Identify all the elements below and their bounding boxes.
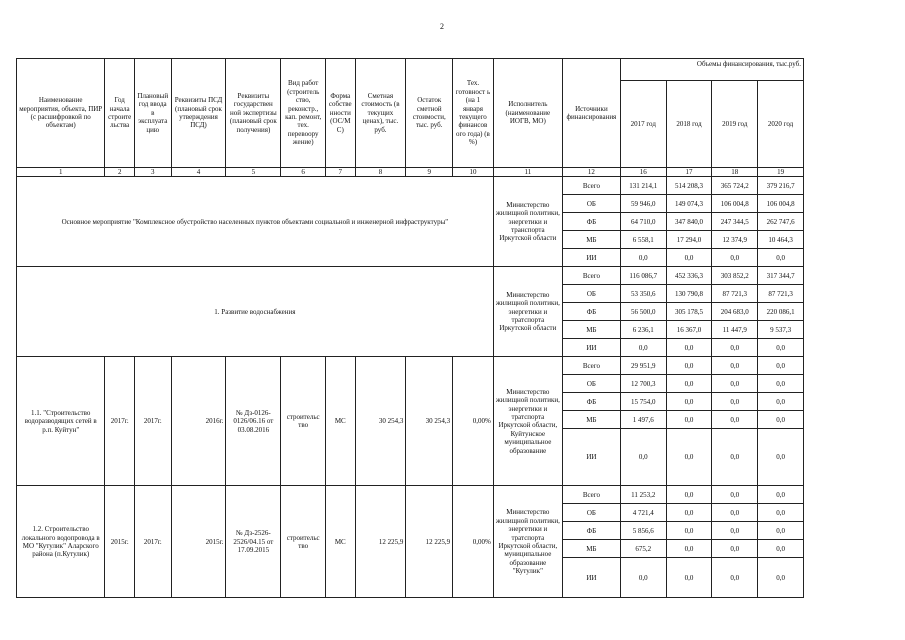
col-number: 16	[620, 168, 666, 177]
item-executor: Министерство жилищной политики, энергетики и тратспорта Иркутской области, муниципальное образование "Кутулик"	[493, 486, 562, 598]
funding-source: ОБ	[562, 285, 620, 303]
funding-value: 64 710,0	[620, 213, 666, 231]
funding-value: 204 683,0	[712, 303, 758, 321]
section-name: 1. Развитие водоснабжения	[17, 267, 494, 357]
funding-value: 0,0	[712, 375, 758, 393]
funding-value: 0,0	[712, 411, 758, 429]
col-number: 1	[17, 168, 105, 177]
funding-value: 16 367,0	[666, 321, 712, 339]
funding-value: 11 253,2	[620, 486, 666, 504]
funding-value: 0,0	[666, 504, 712, 522]
funding-value: 303 852,2	[712, 267, 758, 285]
funding-value: 0,0	[712, 486, 758, 504]
funding-value: 0,0	[712, 504, 758, 522]
item-cost: 12 225,9	[355, 486, 406, 598]
item-remaining: 30 254,3	[406, 357, 453, 486]
item-name: 1.1. "Строительство водоразводящих сетей в р.п. Куйтун"	[17, 357, 105, 486]
funding-value: 0,0	[620, 339, 666, 357]
funding-value: 0,0	[758, 249, 804, 267]
funding-value: 0,0	[758, 339, 804, 357]
funding-source: ИИ	[562, 249, 620, 267]
col-number: 3	[134, 168, 171, 177]
item-work-type: строительс тво	[281, 486, 326, 598]
funding-value: 514 208,3	[666, 177, 712, 195]
header-name: Наименование мероприятия, объекта, ПИР (с расшифровкой по объектам)	[17, 59, 105, 168]
funding-source: ФБ	[562, 522, 620, 540]
funding-value: 0,0	[666, 375, 712, 393]
header-ownership: Форма собстве нности (ОС/М С)	[326, 59, 355, 168]
section-row	[17, 267, 804, 285]
item-expertise: № Дз-0126-0126/06.16 от 03.08.2016	[226, 357, 281, 486]
funding-value: 0,0	[620, 249, 666, 267]
funding-value: 29 951,9	[620, 357, 666, 375]
funding-source: Всего	[562, 267, 620, 285]
funding-value: 0,0	[758, 522, 804, 540]
main-measure-executor: Министерство жилищной политики, энергетики и транспорта Иркутской области	[493, 177, 562, 267]
item-work-type: строительс тво	[281, 357, 326, 486]
funding-source: ИИ	[562, 429, 620, 486]
item-readiness: 0,00%	[453, 486, 494, 598]
funding-source: ФБ	[562, 213, 620, 231]
item-row	[17, 486, 804, 504]
header-funding-title: Объемы финансирования, тыс.руб.	[620, 59, 803, 81]
header-year-2019: 2019 год	[712, 81, 758, 168]
funding-value: 0,0	[666, 558, 712, 598]
funding-value: 6 558,1	[620, 231, 666, 249]
funding-value: 0,0	[712, 558, 758, 598]
funding-value: 0,0	[712, 540, 758, 558]
header-executor: Исполнитель (наименование ИОГВ, МО)	[493, 59, 562, 168]
item-executor: Министерство жилищной политики, энергетики и тратспорта Иркутской области, Куйтунское муниципальное образование	[493, 357, 562, 486]
funding-source: Всего	[562, 357, 620, 375]
funding-value: 0,0	[666, 411, 712, 429]
funding-source: МБ	[562, 231, 620, 249]
funding-value: 0,0	[758, 393, 804, 411]
funding-value: 87 721,3	[712, 285, 758, 303]
col-number: 4	[171, 168, 226, 177]
header-remaining: Остаток сметной стоимости, тыс. руб.	[406, 59, 453, 168]
funding-value: 379 216,7	[758, 177, 804, 195]
funding-value: 9 537,3	[758, 321, 804, 339]
funding-value: 0,0	[666, 540, 712, 558]
item-start-year: 2017г.	[105, 357, 134, 486]
item-remaining: 12 225,9	[406, 486, 453, 598]
funding-value: 11 447,9	[712, 321, 758, 339]
funding-value: 106 004,8	[758, 195, 804, 213]
funding-value: 6 236,1	[620, 321, 666, 339]
funding-value: 59 946,0	[620, 195, 666, 213]
funding-value: 0,0	[666, 429, 712, 486]
header-year-2017: 2017 год	[620, 81, 666, 168]
funding-value: 0,0	[758, 375, 804, 393]
funding-value: 12 374,9	[712, 231, 758, 249]
financing-table	[16, 58, 804, 598]
header-row	[17, 59, 804, 81]
funding-value: 10 464,3	[758, 231, 804, 249]
header-sources: Источники финансирования	[562, 59, 620, 168]
funding-value: 116 086,7	[620, 267, 666, 285]
funding-source: ФБ	[562, 303, 620, 321]
col-number: 8	[355, 168, 406, 177]
item-cost: 30 254,3	[355, 357, 406, 486]
funding-value: 0,0	[758, 357, 804, 375]
header-readiness: Тех. готовност ь (на 1 января текущего финансов ого года) (в %)	[453, 59, 494, 168]
funding-source: МБ	[562, 411, 620, 429]
funding-value: 347 840,0	[666, 213, 712, 231]
col-number: 7	[326, 168, 355, 177]
item-expertise: № Дз-2526-2526/04.15 от 17.09.2015	[226, 486, 281, 598]
funding-value: 262 747,6	[758, 213, 804, 231]
col-number: 6	[281, 168, 326, 177]
funding-value: 0,0	[758, 504, 804, 522]
main-measure-row	[17, 177, 804, 195]
item-psd: 2015г.	[171, 486, 226, 598]
col-number: 2	[105, 168, 134, 177]
funding-value: 149 074,3	[666, 195, 712, 213]
funding-value: 131 214,1	[620, 177, 666, 195]
funding-value: 0,0	[666, 486, 712, 504]
col-number: 10	[453, 168, 494, 177]
funding-source: Всего	[562, 486, 620, 504]
main-measure-name: Основное мероприятие "Комплексное обустройство населенных пунктов объектами социальной и инженерной инфраструктуры"	[17, 177, 494, 267]
funding-value: 0,0	[666, 357, 712, 375]
funding-value: 0,0	[666, 393, 712, 411]
col-number: 17	[666, 168, 712, 177]
item-commission-year: 2017г.	[134, 357, 171, 486]
header-year-2018: 2018 год	[666, 81, 712, 168]
funding-value: 4 721,4	[620, 504, 666, 522]
funding-source: ОБ	[562, 375, 620, 393]
funding-value: 1 497,6	[620, 411, 666, 429]
funding-value: 675,2	[620, 540, 666, 558]
funding-value: 0,0	[712, 357, 758, 375]
item-ownership: МС	[326, 486, 355, 598]
funding-value: 317 344,7	[758, 267, 804, 285]
item-name: 1.2. Строительство локального водопровода в МО "Кутулик" Аларского района (п.Кутулик)	[17, 486, 105, 598]
funding-value: 0,0	[666, 339, 712, 357]
funding-value: 17 294,0	[666, 231, 712, 249]
section-executor: Министерство жилищной политики, энергетики и тратспорта Иркутской области	[493, 267, 562, 357]
funding-value: 0,0	[758, 540, 804, 558]
funding-value: 0,0	[712, 522, 758, 540]
column-number-row	[17, 168, 804, 177]
funding-value: 0,0	[712, 249, 758, 267]
funding-value: 0,0	[758, 429, 804, 486]
page-number: 2	[440, 22, 444, 31]
funding-value: 0,0	[712, 429, 758, 486]
funding-source: ФБ	[562, 393, 620, 411]
col-number: 19	[758, 168, 804, 177]
funding-source: ОБ	[562, 504, 620, 522]
funding-source: ИИ	[562, 558, 620, 598]
funding-value: 15 754,0	[620, 393, 666, 411]
header-start-year: Год начала строите льства	[105, 59, 134, 168]
header-expertise: Реквизиты государствен ной экспертизы (плановый срок получения)	[226, 59, 281, 168]
funding-value: 106 004,8	[712, 195, 758, 213]
item-commission-year: 2017г.	[134, 486, 171, 598]
funding-source: ИИ	[562, 339, 620, 357]
funding-value: 130 790,8	[666, 285, 712, 303]
header-commission-year: Плановый год ввода в эксплуата цию	[134, 59, 171, 168]
col-number: 12	[562, 168, 620, 177]
item-psd: 2016г.	[171, 357, 226, 486]
funding-source: МБ	[562, 321, 620, 339]
funding-value: 0,0	[712, 393, 758, 411]
header-cost: Сметная стоимость (в текущих ценах), тыс. руб.	[355, 59, 406, 168]
funding-value: 0,0	[620, 558, 666, 598]
funding-value: 247 344,5	[712, 213, 758, 231]
funding-value: 0,0	[758, 486, 804, 504]
funding-value: 0,0	[758, 558, 804, 598]
funding-value: 452 336,3	[666, 267, 712, 285]
header-work-type: Вид работ (строитель ство, реконстр., кап. ремонт, тех. перевоору жение)	[281, 59, 326, 168]
funding-value: 305 178,5	[666, 303, 712, 321]
col-number: 9	[406, 168, 453, 177]
header-psd: Реквизиты ПСД (плановый срок утверждения ПСД)	[171, 59, 226, 168]
col-number: 11	[493, 168, 562, 177]
funding-value: 0,0	[758, 411, 804, 429]
item-readiness: 0,00%	[453, 357, 494, 486]
funding-value: 365 724,2	[712, 177, 758, 195]
funding-source: ОБ	[562, 195, 620, 213]
funding-value: 0,0	[712, 339, 758, 357]
funding-value: 0,0	[620, 429, 666, 486]
col-number: 5	[226, 168, 281, 177]
header-year-2020: 2020 год	[758, 81, 804, 168]
item-ownership: МС	[326, 357, 355, 486]
item-row	[17, 357, 804, 375]
funding-value: 12 700,3	[620, 375, 666, 393]
funding-source: МБ	[562, 540, 620, 558]
funding-value: 87 721,3	[758, 285, 804, 303]
funding-value: 53 350,6	[620, 285, 666, 303]
funding-value: 0,0	[666, 522, 712, 540]
funding-value: 0,0	[666, 249, 712, 267]
funding-value: 220 086,1	[758, 303, 804, 321]
funding-source: Всего	[562, 177, 620, 195]
col-number: 18	[712, 168, 758, 177]
funding-value: 5 856,6	[620, 522, 666, 540]
item-start-year: 2015г.	[105, 486, 134, 598]
funding-value: 56 500,0	[620, 303, 666, 321]
